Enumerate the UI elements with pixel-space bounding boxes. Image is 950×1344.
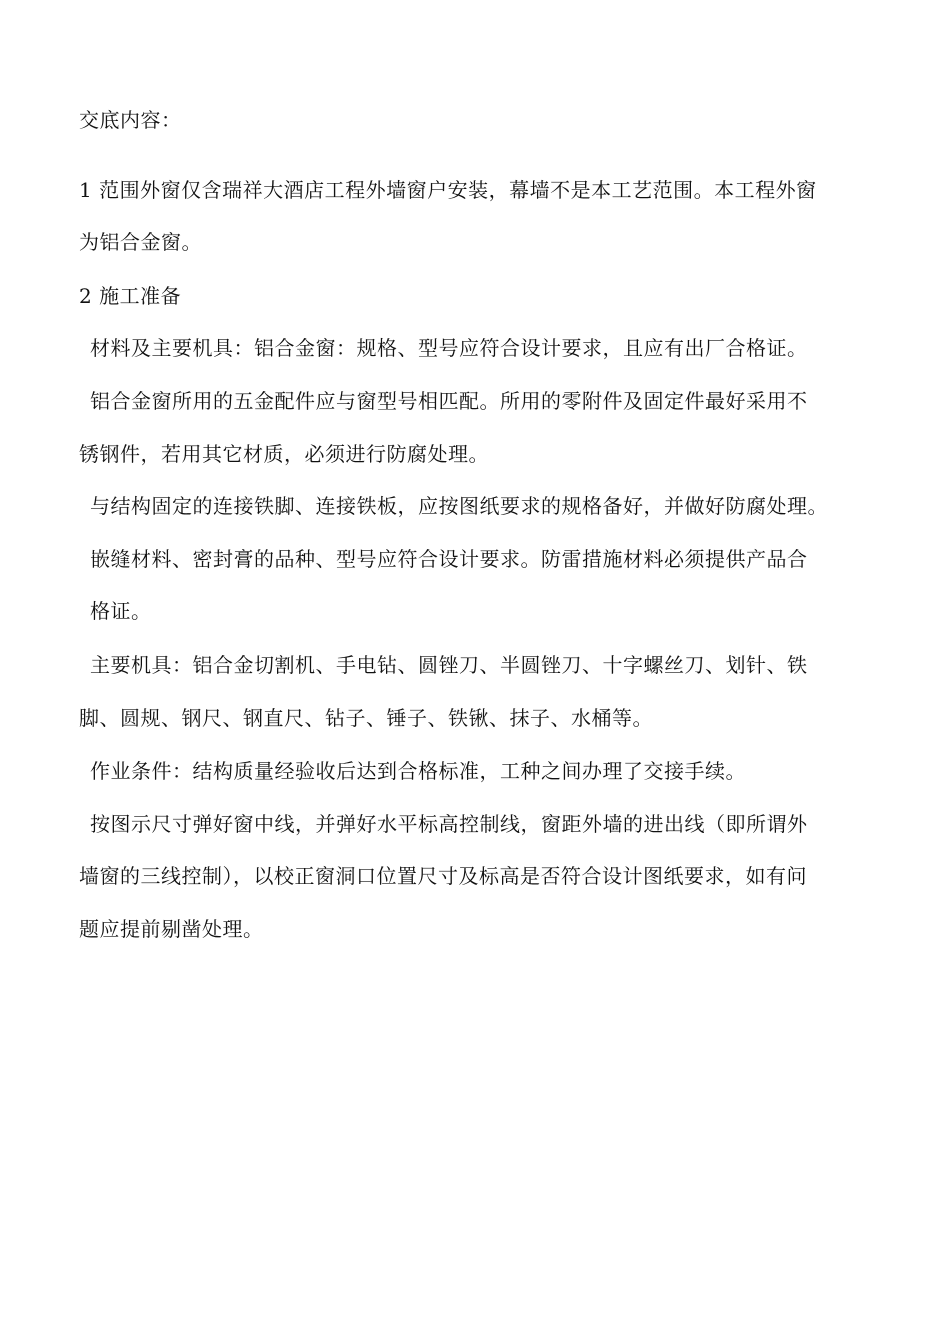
document-heading: 交底内容：	[79, 108, 182, 132]
paragraph-line: 主要机具：铝合金切割机、手电钻、圆锉刀、半圆锉刀、十字螺丝刀、划针、铁	[90, 653, 808, 677]
paragraph-line: 与结构固定的连接铁脚、连接铁板，应按图纸要求的规格备好，并做好防腐处理。	[90, 494, 828, 518]
paragraph-line: 作业条件：结构质量经验收后达到合格标准，工种之间办理了交接手续。	[90, 759, 746, 783]
paragraph-line: 材料及主要机具：铝合金窗：规格、型号应符合设计要求，且应有出厂合格证。	[90, 336, 808, 360]
paragraph-line: 为铝合金窗。	[79, 230, 202, 254]
section-heading: 2 施工准备	[79, 284, 182, 308]
paragraph-line: 按图示尺寸弹好窗中线，并弹好水平标高控制线，窗距外墙的进出线（即所谓外	[90, 812, 808, 836]
paragraph-line: 1 范围外窗仅含瑞祥大酒店工程外墙窗户安装，幕墙不是本工艺范围。本工程外窗	[79, 178, 817, 202]
paragraph-line: 墙窗的三线控制），以校正窗洞口位置尺寸及标高是否符合设计图纸要求，如有问	[79, 864, 807, 888]
paragraph-line: 嵌缝材料、密封膏的品种、型号应符合设计要求。防雷措施材料必须提供产品合	[90, 547, 808, 571]
paragraph-line: 锈钢件，若用其它材质，必须进行防腐处理。	[79, 442, 489, 466]
paragraph-line: 铝合金窗所用的五金配件应与窗型号相匹配。所用的零附件及固定件最好采用不	[90, 389, 808, 413]
paragraph-line: 脚、圆规、钢尺、钢直尺、钻子、锤子、铁锹、抹子、水桶等。	[79, 706, 653, 730]
paragraph-line: 题应提前剔凿处理。	[79, 917, 264, 941]
paragraph-line: 格证。	[90, 599, 152, 623]
